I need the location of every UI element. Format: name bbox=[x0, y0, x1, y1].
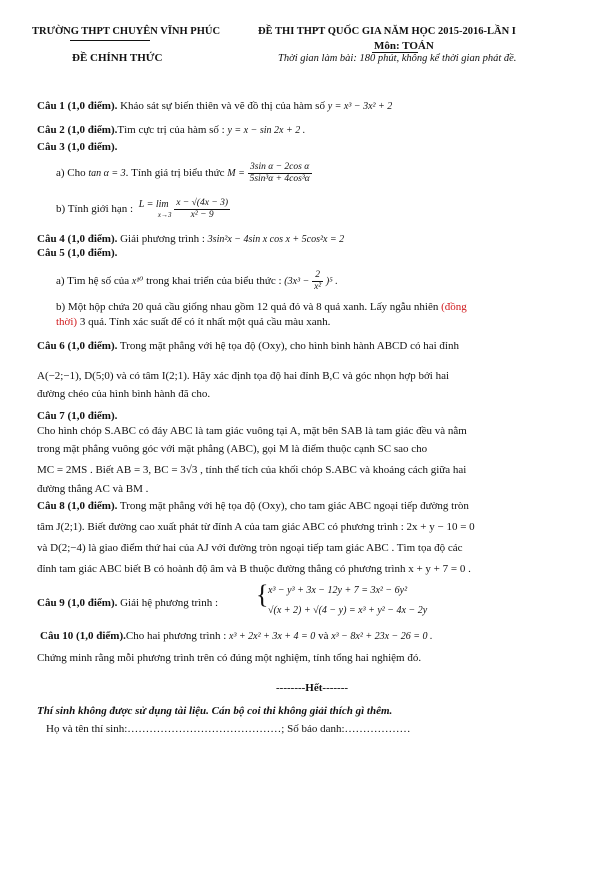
question-label: Câu 8 (1,0 điểm). bbox=[37, 500, 118, 512]
question-6 bbox=[37, 340, 459, 353]
question-5b bbox=[56, 301, 589, 314]
question-8-line-3: và D(2;−4) là giao điểm thứ hai của AJ với đường tròn ngoại tiếp tam giác ABC . Tìm tọa độ các bbox=[37, 542, 463, 554]
limit-operator bbox=[136, 200, 172, 220]
question-8-line-4: đỉnh tam giác ABC biết B có hoành độ âm và B thuộc đường thẳng có phương trình x + y + 7 = 0 . bbox=[37, 563, 471, 575]
question-7-line-1: Cho hình chóp S.ABC có đáy ABC là tam giác vuông tại A, mặt bên SAB là tam giác đều và nằm bbox=[37, 425, 467, 437]
question-3-label: Câu 3 (1,0 điểm). bbox=[37, 141, 118, 153]
fraction-denominator: 5sin³α + 4cos³α bbox=[249, 174, 310, 184]
question-9 bbox=[37, 597, 218, 610]
math-expr-right: )⁵ . bbox=[325, 276, 338, 288]
question-text: Cho hai phương trình : bbox=[125, 630, 227, 642]
question-5-label: Câu 5 (1,0 điểm). bbox=[37, 247, 118, 259]
question-7-line-2: trong mặt phẳng vuông góc với mặt phẳng (ABC), gọi M là điểm thuộc cạnh SC sao cho bbox=[37, 443, 428, 455]
fraction-numerator: 3sin α − 2cos α bbox=[248, 162, 312, 174]
highlight-text: (đồng bbox=[441, 301, 467, 313]
system-equation-1: x³ − y³ + 3x − 12y + 7 = 3x² − 6y² bbox=[268, 585, 408, 596]
question-2 bbox=[37, 124, 305, 137]
math-expression: y = x³ − 3x² + 2 bbox=[327, 101, 393, 112]
official-label: ĐỀ CHÍNH THỨC bbox=[72, 52, 163, 64]
question-label: Câu 4 (1,0 điểm). bbox=[37, 233, 118, 245]
header-divider bbox=[70, 40, 150, 41]
question-label: Câu 6 (1,0 điểm). bbox=[37, 340, 118, 352]
part-label: a) Cho bbox=[56, 167, 86, 180]
question-label: Câu 10 (1,0 điểm). bbox=[40, 630, 126, 642]
question-10 bbox=[40, 630, 433, 643]
highlight-text-cont: thời) bbox=[56, 316, 78, 328]
part-text: . Tính giá trị biểu thức bbox=[125, 167, 225, 180]
question-6-line-3: đường chéo của hình bình hành đã cho. bbox=[37, 388, 211, 400]
part-text: b) Một hộp chứa 20 quả cầu giống nhau gồm 12 quả đỏ và 8 quả xanh. Lấy ngẫu nhiên bbox=[56, 301, 439, 313]
fraction-denominator: x² − 9 bbox=[190, 210, 214, 220]
fraction-denominator: x² bbox=[314, 282, 322, 292]
question-text: Giải hệ phương trình : bbox=[120, 597, 219, 609]
system-brace: { bbox=[256, 580, 269, 609]
school-name: TRƯỜNG THPT CHUYÊN VĨNH PHÚC bbox=[32, 26, 221, 37]
part-text: a) Tìm hệ số của bbox=[56, 275, 130, 288]
math-condition: tan α = 3 bbox=[88, 168, 126, 180]
exam-title: ĐỀ THI THPT QUỐC GIA NĂM HỌC 2015-2016-LẦN I bbox=[258, 26, 516, 37]
question-5a bbox=[56, 270, 338, 293]
math-expression: y = x − sin 2x + 2 . bbox=[227, 125, 306, 136]
math-expr-left: (3x³ − bbox=[284, 276, 310, 288]
question-text: Giải phương trình : bbox=[120, 233, 205, 245]
question-10-line-2: Chứng minh rằng mỗi phương trình trên có đúng một nghiệm, tính tổng hai nghiệm đó. bbox=[37, 652, 422, 664]
question-line-1: Trong mặt phẳng với hệ tọa độ (Oxy), cho tam giác ABC ngoại tiếp đường tròn bbox=[119, 500, 469, 512]
conjunction: và bbox=[318, 630, 329, 642]
question-7-line-3: MC = 2MS . Biết AB = 3, BC = 3√3 , tính thể tích của khối chóp S.ABC và khoảng cách giữa hai bbox=[37, 464, 467, 476]
question-8 bbox=[37, 500, 469, 513]
question-3b bbox=[56, 198, 230, 221]
question-7-line-4: đường thẳng AC và BM . bbox=[37, 483, 149, 495]
limit-subscript: x→3 bbox=[157, 210, 172, 219]
fraction-expr bbox=[312, 270, 323, 293]
time-note: Thời gian làm bài: 180 phút, không kể thời gian phát đề. bbox=[278, 53, 517, 64]
system-equation-2: √(x + 2) + √(4 − y) = x³ + y² − 4x − 2y bbox=[268, 605, 428, 616]
limit-symbol: L = lim bbox=[138, 198, 169, 210]
equation-2: x³ − 8x² + 23x − 26 = 0 . bbox=[331, 631, 433, 642]
fraction-limit bbox=[174, 198, 230, 221]
question-text: Khảo sát sự biến thiên và vẽ đồ thị của hàm số bbox=[120, 100, 325, 112]
fraction-numerator: 2 bbox=[312, 270, 323, 282]
math-term: x¹⁰ bbox=[131, 276, 144, 288]
part-text-cont: 3 quả. Tính xác suất để có ít nhất một quả cầu màu xanh. bbox=[79, 316, 331, 328]
question-7-label: Câu 7 (1,0 điểm). bbox=[37, 410, 118, 422]
fraction-m bbox=[248, 162, 312, 185]
equation-1: x³ + 2x² + 3x + 4 = 0 bbox=[229, 631, 316, 642]
candidate-info-line: Họ và tên thí sinh:……………………………………; Số báo danh:……………… bbox=[46, 723, 411, 735]
question-6-line-2: A(−2;−1), D(5;0) và có tâm I(2;1). Hãy xác định tọa độ hai đỉnh B,C và góc nhọn hợp bởi hai bbox=[37, 370, 450, 382]
question-3a bbox=[56, 162, 312, 185]
question-5b-cont bbox=[56, 316, 330, 329]
question-4 bbox=[37, 233, 344, 246]
math-lhs: M = bbox=[227, 168, 245, 180]
question-8-line-2: tâm J(2;1). Biết đường cao xuất phát từ đỉnh A của tam giác ABC có phương trình : 2x + y − 10 = 0 bbox=[37, 521, 475, 533]
question-label: Câu 9 (1,0 điểm). bbox=[37, 597, 118, 609]
fraction-numerator: x − √(4x − 3) bbox=[176, 198, 229, 208]
question-line-1: Trong mặt phẳng với hệ tọa độ (Oxy), cho hình bình hành ABCD có hai đỉnh bbox=[119, 340, 459, 352]
end-mark: --------Hết------- bbox=[276, 682, 349, 694]
question-text: Tìm cực trị của hàm số : bbox=[117, 124, 225, 136]
question-1 bbox=[37, 100, 392, 113]
exam-note: Thí sinh không được sử dụng tài liệu. Cán bộ coi thi không giải thích gì thêm. bbox=[37, 705, 393, 717]
subject-label: Môn: TOÁN bbox=[374, 40, 434, 52]
part-text-rest: trong khai triển của biểu thức : bbox=[146, 275, 282, 288]
question-label: Câu 2 (1,0 điểm). bbox=[37, 124, 118, 136]
part-label: b) Tính giới hạn : bbox=[56, 203, 134, 216]
math-expression: 3sin²x − 4sin x cos x + 5cos²x = 2 bbox=[207, 234, 345, 245]
question-label: Câu 1 (1,0 điểm). bbox=[37, 100, 118, 112]
